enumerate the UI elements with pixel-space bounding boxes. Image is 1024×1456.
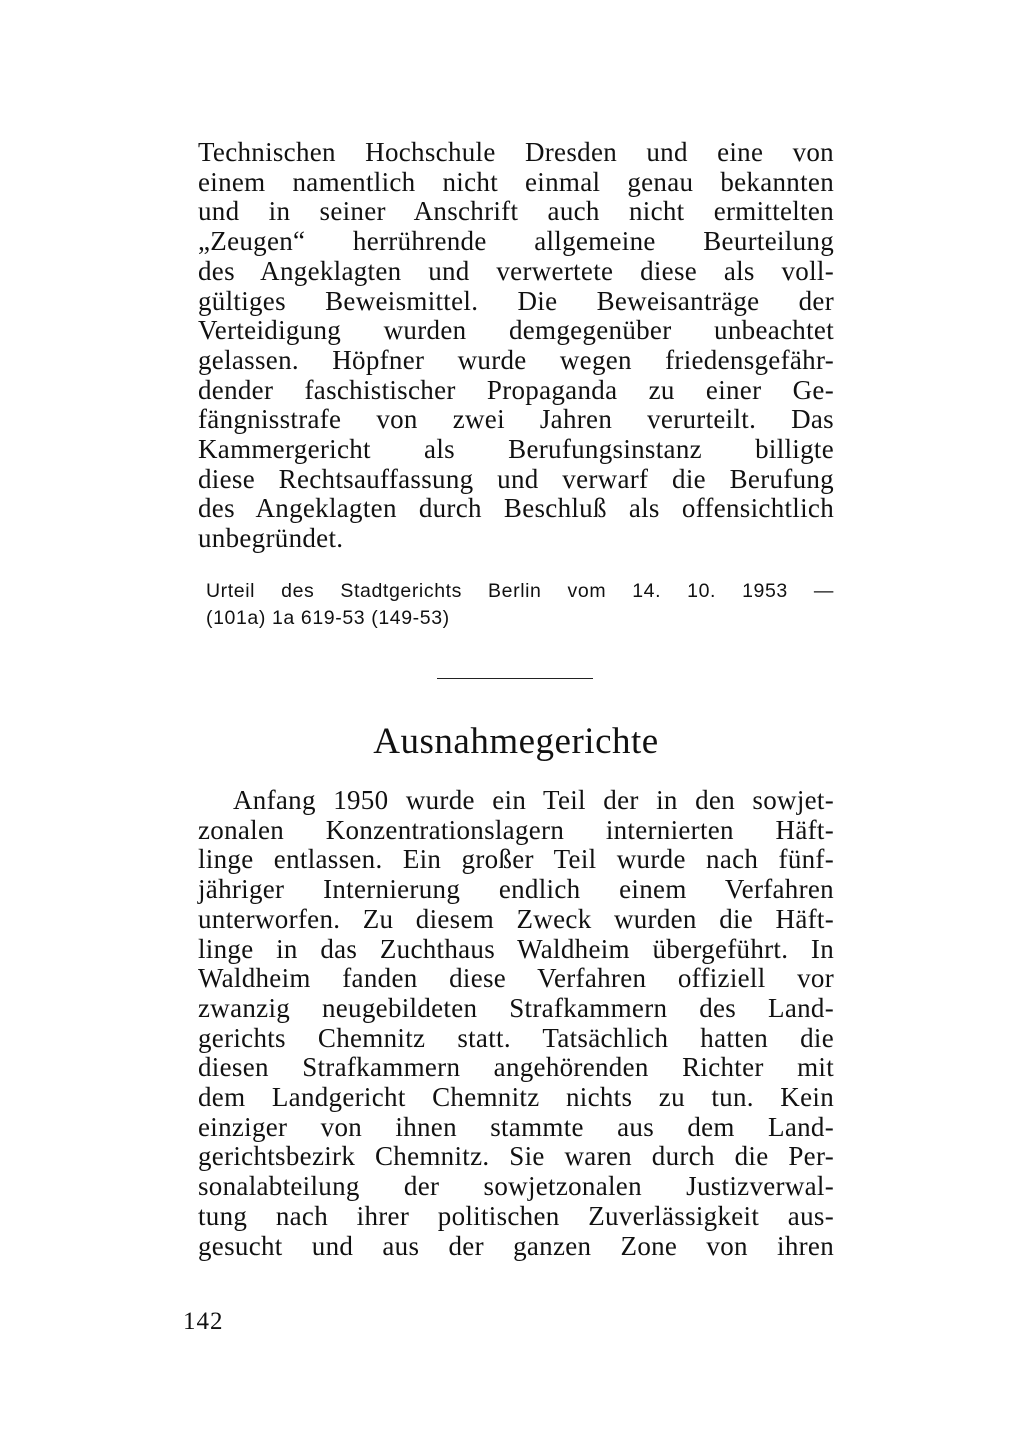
text-line: „Zeugen“ herrührende allgemeine Beurteilung bbox=[198, 226, 834, 257]
text-line: tung nach ihrer politischen Zuverlässigkeit aus- bbox=[198, 1200, 834, 1231]
text-line: jähriger Internierung endlich einem Verfahren bbox=[198, 874, 834, 905]
text-line: unterworfen. Zu diesem Zweck wurden die Häft- bbox=[198, 903, 834, 934]
text-line: Anfang 1950 wurde ein Teil der in den sowjet- bbox=[233, 785, 834, 815]
text-line: Kammergericht als Berufungsinstanz billigte bbox=[198, 434, 834, 465]
text-line: einem namentlich nicht einmal genau bekannten bbox=[198, 166, 834, 197]
text-line: dender faschistischer Propaganda zu einer Ge- bbox=[198, 374, 834, 405]
text-line: sonalabteilung der sowjetzonalen Justizverwal- bbox=[198, 1171, 834, 1202]
text-line: Verteidigung wurden demgegenüber unbeachtet bbox=[198, 315, 834, 346]
text-line: Waldheim fanden diese Verfahren offiziell vor bbox=[198, 963, 834, 994]
text-line: gesucht und aus der ganzen Zone von ihren bbox=[198, 1230, 834, 1261]
text-line: zonalen Konzentrationslagern internierten Häft- bbox=[198, 814, 834, 845]
citation-line: (101a) 1a 619-53 (149-53) bbox=[206, 607, 450, 629]
text-line: diesen Strafkammern angehörenden Richter mit bbox=[198, 1052, 834, 1083]
section-divider bbox=[437, 678, 593, 679]
text-line: des Angeklagten durch Beschluß als offensichtlich bbox=[198, 493, 834, 524]
text-line: gerichts Chemnitz statt. Tatsächlich hatten die bbox=[198, 1022, 834, 1053]
text-line: gültiges Beweismittel. Die Beweisanträge der bbox=[198, 285, 834, 316]
page-number: 142 bbox=[183, 1308, 224, 1335]
text-line: fängnisstrafe von zwei Jahren verurteilt. Das bbox=[198, 404, 834, 435]
text-line: linge in das Zuchthaus Waldheim übergeführt. In bbox=[198, 933, 834, 964]
text-line: Technischen Hochschule Dresden und eine von bbox=[198, 137, 834, 167]
case-citation bbox=[198, 578, 834, 632]
text-line: und in seiner Anschrift auch nicht ermittelten bbox=[198, 196, 834, 227]
section-heading: Ausnahmegerichte bbox=[373, 721, 659, 762]
text-line: dem Landgericht Chemnitz nichts zu tun. Kein bbox=[198, 1082, 834, 1113]
text-line: gerichtsbezirk Chemnitz. Sie waren durch die Per- bbox=[198, 1141, 834, 1172]
text-line: gelassen. Höpfner wurde wegen friedensgefähr- bbox=[198, 344, 834, 375]
citation-line: Urteil des Stadtgerichts Berlin vom 14. 10. 1953 — bbox=[206, 580, 834, 602]
text-line: des Angeklagten und verwertete diese als voll- bbox=[198, 255, 834, 286]
text-line: unbegründet. bbox=[198, 523, 344, 554]
text-line: linge entlassen. Ein großer Teil wurde nach fünf- bbox=[198, 844, 834, 875]
text-line: diese Rechtsauffassung und verwarf die Berufung bbox=[198, 463, 834, 494]
paragraph-2-text bbox=[198, 786, 834, 1261]
paragraph-1-text bbox=[198, 138, 834, 554]
text-line: einziger von ihnen stammte aus dem Land- bbox=[198, 1111, 834, 1142]
section-paragraph bbox=[198, 786, 834, 1261]
paragraph-continuation bbox=[198, 138, 834, 554]
text-line: zwanzig neugebildeten Strafkammern des Land- bbox=[198, 992, 834, 1023]
